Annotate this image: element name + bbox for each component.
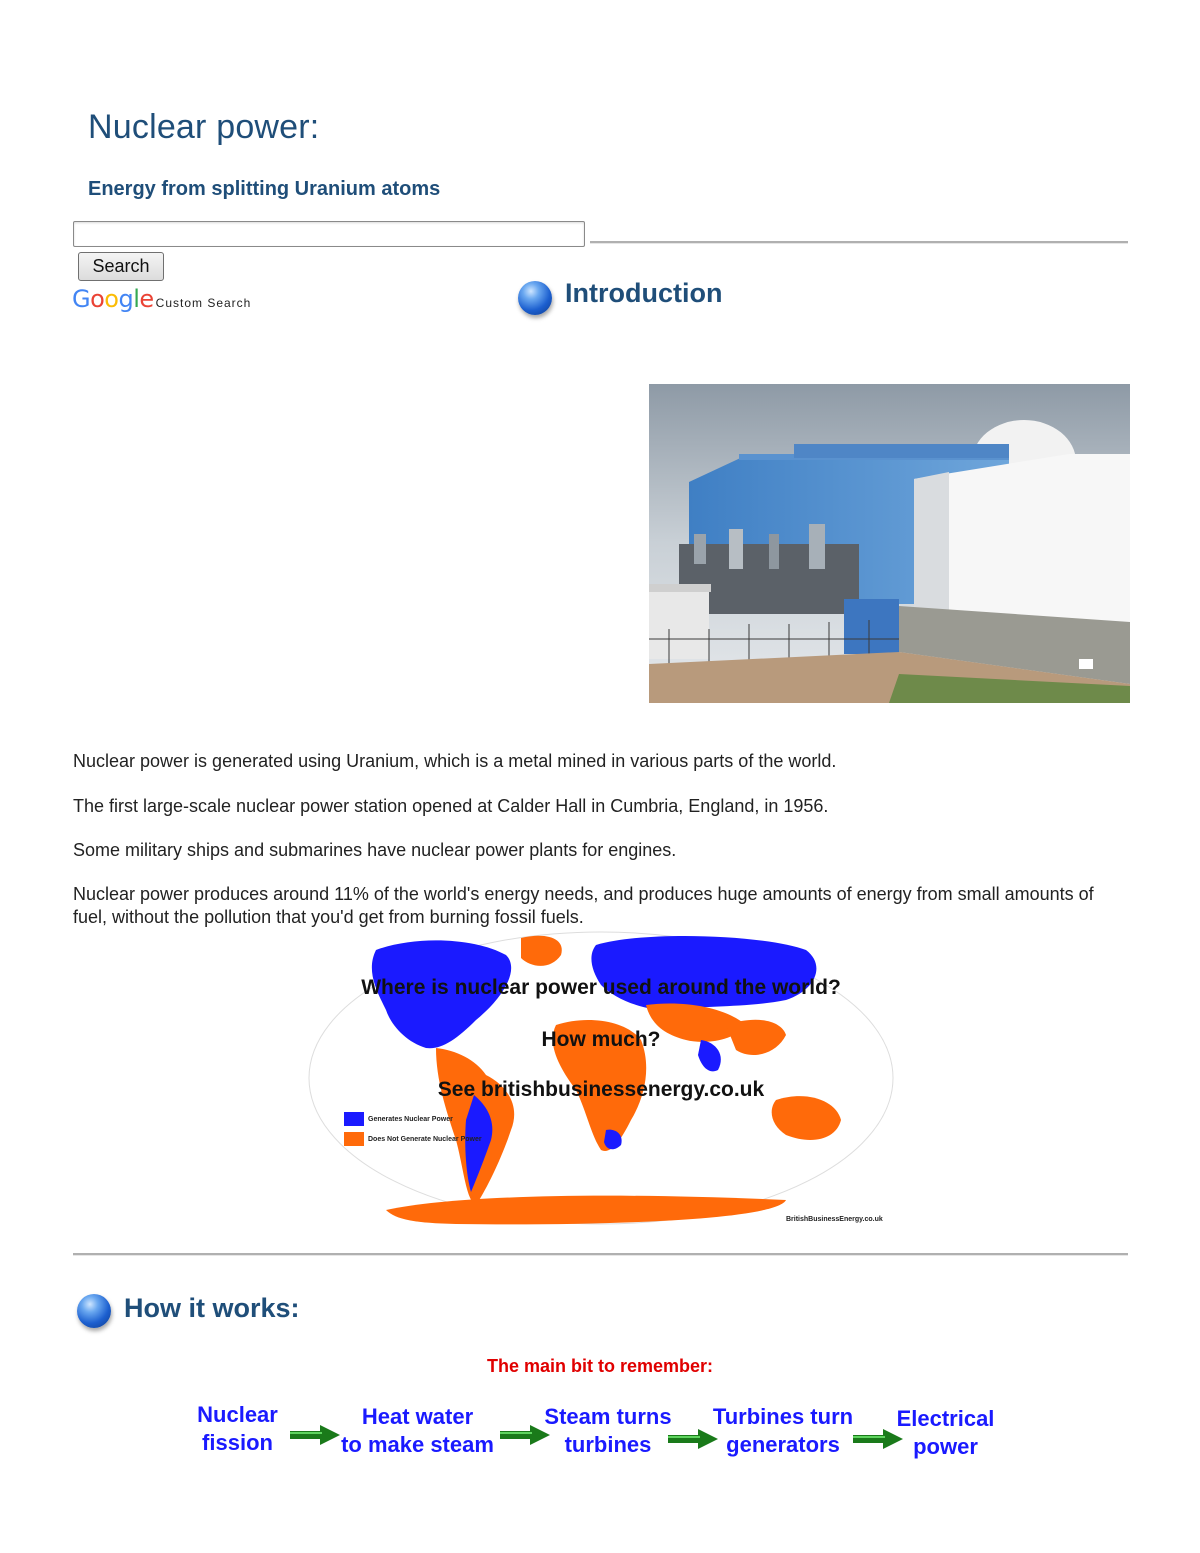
blue-ball-icon [77,1294,111,1328]
flow-step-heat-water [330,1403,505,1459]
introduction-heading: Introduction [565,278,723,308]
world-nuclear-map [306,930,896,1226]
flow-step-line: power [913,1434,978,1459]
flow-step-nuclear-fission [180,1401,295,1457]
flow-step-line: Electrical [896,1406,995,1431]
intro-paragraph: The first large-scale nuclear power station opened at Calder Hall in Cumbria, England, in 1956. [73,796,829,816]
flow-step-line: Steam turns [544,1404,672,1429]
flow-step-line: fission [202,1430,273,1455]
flow-step-line: Heat water [361,1404,474,1429]
flow-step-line: turbines [564,1432,652,1457]
map-subtitle: How much? [541,1028,661,1051]
legend-non-nuclear-label: Does Not Generate Nuclear Power [368,1136,482,1143]
map-credit-line: See britishbusinessenergy.co.uk [437,1078,765,1101]
top-divider [590,241,1128,244]
page-subtitle: Energy from splitting Uranium atoms [88,178,441,200]
legend-nuclear-label: Generates Nuclear Power [368,1116,453,1123]
flow-step-line: to make steam [341,1432,494,1457]
map-title: Where is nuclear power used around the world? [361,976,841,999]
intro-paragraph: Nuclear power is generated using Uranium, which is a metal mined in various parts of the world. [73,751,837,771]
nuclear-plant-photo [649,384,1130,703]
flow-step-line: generators [726,1432,840,1457]
flow-step-turbines-turn-generators [703,1403,863,1459]
google-logo: Google [72,285,154,313]
blue-ball-icon [518,281,552,315]
page-title: Nuclear power: [88,108,320,146]
map-source-credit: BritishBusinessEnergy.co.uk [786,1216,883,1223]
how-it-works-heading: How it works: [124,1293,300,1323]
intro-paragraph: Nuclear power produces around 11% of the world's energy needs, and produces huge amounts of energy from small amounts of fuel, without the pollution that you'd get from burning fossil fuels. [73,884,1094,927]
section-divider [73,1253,1128,1256]
flow-step-electrical-power [888,1405,1003,1461]
custom-search-label: Custom Search [155,296,252,310]
remember-note: The main bit to remember: [486,1356,714,1376]
flow-step-line: Nuclear [197,1402,278,1427]
google-custom-search-brand [72,285,251,315]
flow-step-line: Turbines turn [712,1404,854,1429]
search-button[interactable]: Search [78,252,164,281]
intro-paragraph: Some military ships and submarines have nuclear power plants for engines. [73,840,677,860]
search-input[interactable] [73,221,585,247]
flow-step-steam-turns-turbines [538,1403,678,1459]
